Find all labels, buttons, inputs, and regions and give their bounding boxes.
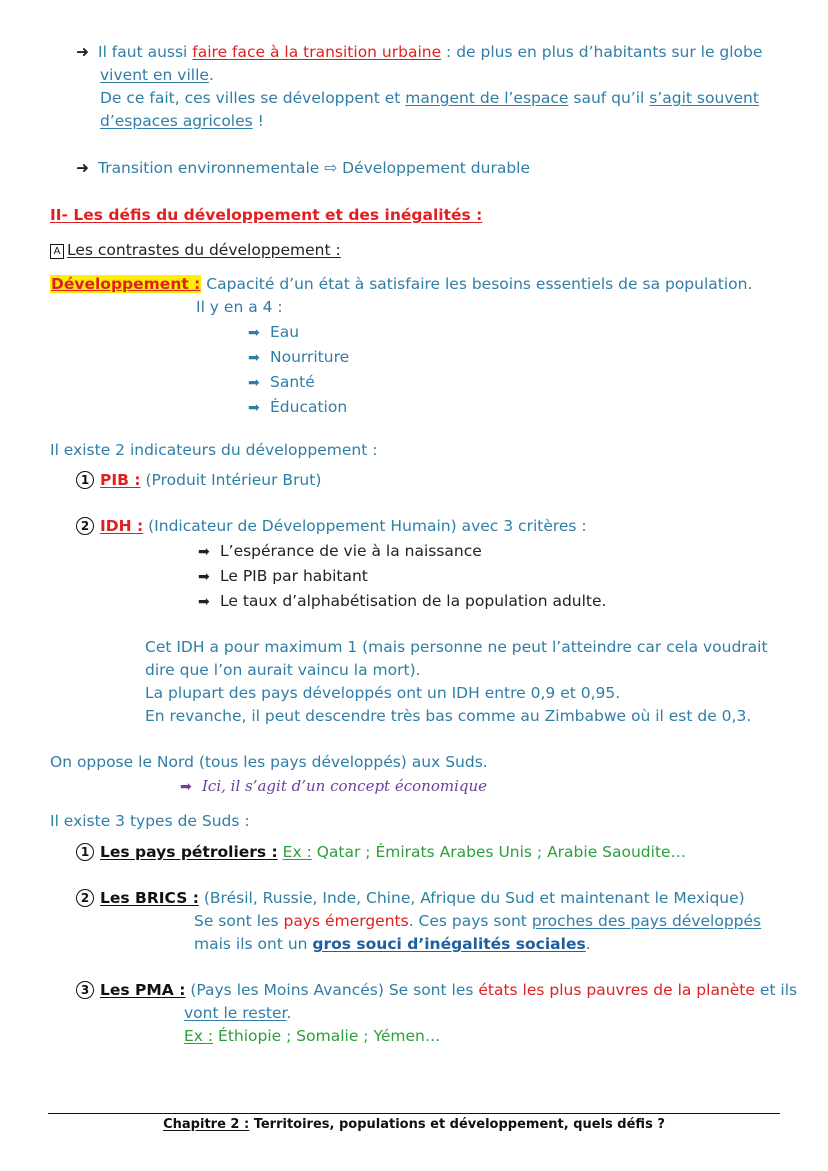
- need-item: ➡ Santé: [248, 373, 315, 391]
- brics-line-3: mais ils ont un gros souci d’inégalités sociales.: [194, 935, 591, 953]
- boxed-letter-icon: A: [50, 244, 64, 259]
- idh-criterion: ➡ L’espérance de vie à la naissance: [198, 542, 482, 560]
- circled-number-icon: 2: [76, 889, 94, 907]
- consequence-line: De ce fait, ces villes se développent et mangent de l’espace sauf qu’il s’agit souvent: [100, 89, 759, 107]
- circled-number-icon: 1: [76, 843, 94, 861]
- page-footer: Chapitre 2 : Territoires, populations et développement, quels défis ?: [163, 1117, 665, 1132]
- arrow-bullet-icon: ➡: [198, 544, 210, 560]
- idh-note: En revanche, il peut descendre très bas comme au Zimbabwe où il est de 0,3.: [145, 707, 752, 725]
- circled-number-icon: 2: [76, 517, 94, 535]
- subsection-heading: A Les contrastes du développement :: [50, 240, 341, 260]
- idh-note: Cet IDH a pour maximum 1 (mais personne ne peut l’atteindre car cela voudrait: [145, 638, 768, 656]
- arrow-bullet-icon: ➡: [198, 569, 210, 585]
- needs-count: Il y en a 4 :: [196, 298, 283, 316]
- need-item: ➡ Eau: [248, 323, 300, 341]
- petroliers-line: 1 Les pays pétroliers : Ex : Qatar ; Émirats Arabes Unis ; Arabie Saoudite…: [76, 842, 686, 862]
- definition-term: Développement :: [51, 275, 201, 293]
- arrow-bullet-icon: ➡: [198, 594, 210, 610]
- arrow-bullet-icon: ➡: [248, 350, 260, 366]
- pma-line-2: vont le rester.: [184, 1004, 292, 1022]
- circled-number-icon: 1: [76, 471, 94, 489]
- arrow-right-icon: ➜: [76, 43, 89, 61]
- section-title: II- Les défis du développement et des inégalités :: [50, 206, 483, 224]
- brics-line: 2 Les BRICS : (Brésil, Russie, Inde, Chine, Afrique du Sud et maintenant le Mexique): [76, 888, 745, 908]
- idh-criterion: ➡ Le taux d’alphabétisation de la population adulte.: [198, 592, 607, 610]
- arrow-right-icon: ➜: [76, 159, 89, 177]
- indicators-intro: Il existe 2 indicateurs du développement :: [50, 441, 378, 459]
- environmental-transition-line: ➜ Transition environnementale ⇨ Développement durable: [76, 159, 531, 177]
- idh-note: La plupart des pays développés ont un IDH entre 0,9 et 0,95.: [145, 684, 621, 702]
- pma-line: 3 Les PMA : (Pays les Moins Avancés) Se sont les états les plus pauvres de la planète et ils: [76, 980, 797, 1000]
- footer-divider: [48, 1113, 780, 1114]
- circled-number-icon: 3: [76, 981, 94, 999]
- pib-line: 1 PIB : (Produit Intérieur Brut): [76, 470, 321, 490]
- suds-intro: Il existe 3 types de Suds :: [50, 812, 250, 830]
- arrow-bullet-icon: ➡: [248, 400, 260, 416]
- urban-transition-line-2: vivent en ville.: [100, 66, 214, 84]
- urban-transition-link: faire face à la transition urbaine: [192, 43, 442, 61]
- north-south-line: On oppose le Nord (tous les pays développés) aux Suds.: [50, 753, 488, 771]
- definition-line: Développement : Capacité d’un état à satisfaire les besoins essentiels de sa population.: [51, 275, 753, 293]
- arrow-bullet-icon: ➡: [248, 325, 260, 341]
- idh-criterion: ➡ Le PIB par habitant: [198, 567, 368, 585]
- pma-examples: Ex : Éthiopie ; Somalie ; Yémen…: [184, 1027, 441, 1045]
- idh-line: 2 IDH : (Indicateur de Développement Humain) avec 3 critères :: [76, 516, 587, 536]
- idh-note: dire que l’on aurait vaincu la mort).: [145, 661, 421, 679]
- need-item: ➡ Nourriture: [248, 348, 350, 366]
- consequence-line-2: d’espaces agricoles !: [100, 112, 264, 130]
- need-item: ➡ Éducation: [248, 398, 348, 416]
- brics-line-2: Se sont les pays émergents. Ces pays sont proches des pays développés: [194, 912, 762, 930]
- arrow-bullet-icon: ➡: [180, 779, 192, 795]
- arrow-bullet-icon: ➡: [248, 375, 260, 391]
- concept-note: ➡ Ici, il s’agit d’un concept économique: [180, 777, 488, 795]
- urban-transition-line: ➜ Il faut aussi faire face à la transition urbaine : de plus en plus d’habitants sur le globe: [76, 43, 763, 61]
